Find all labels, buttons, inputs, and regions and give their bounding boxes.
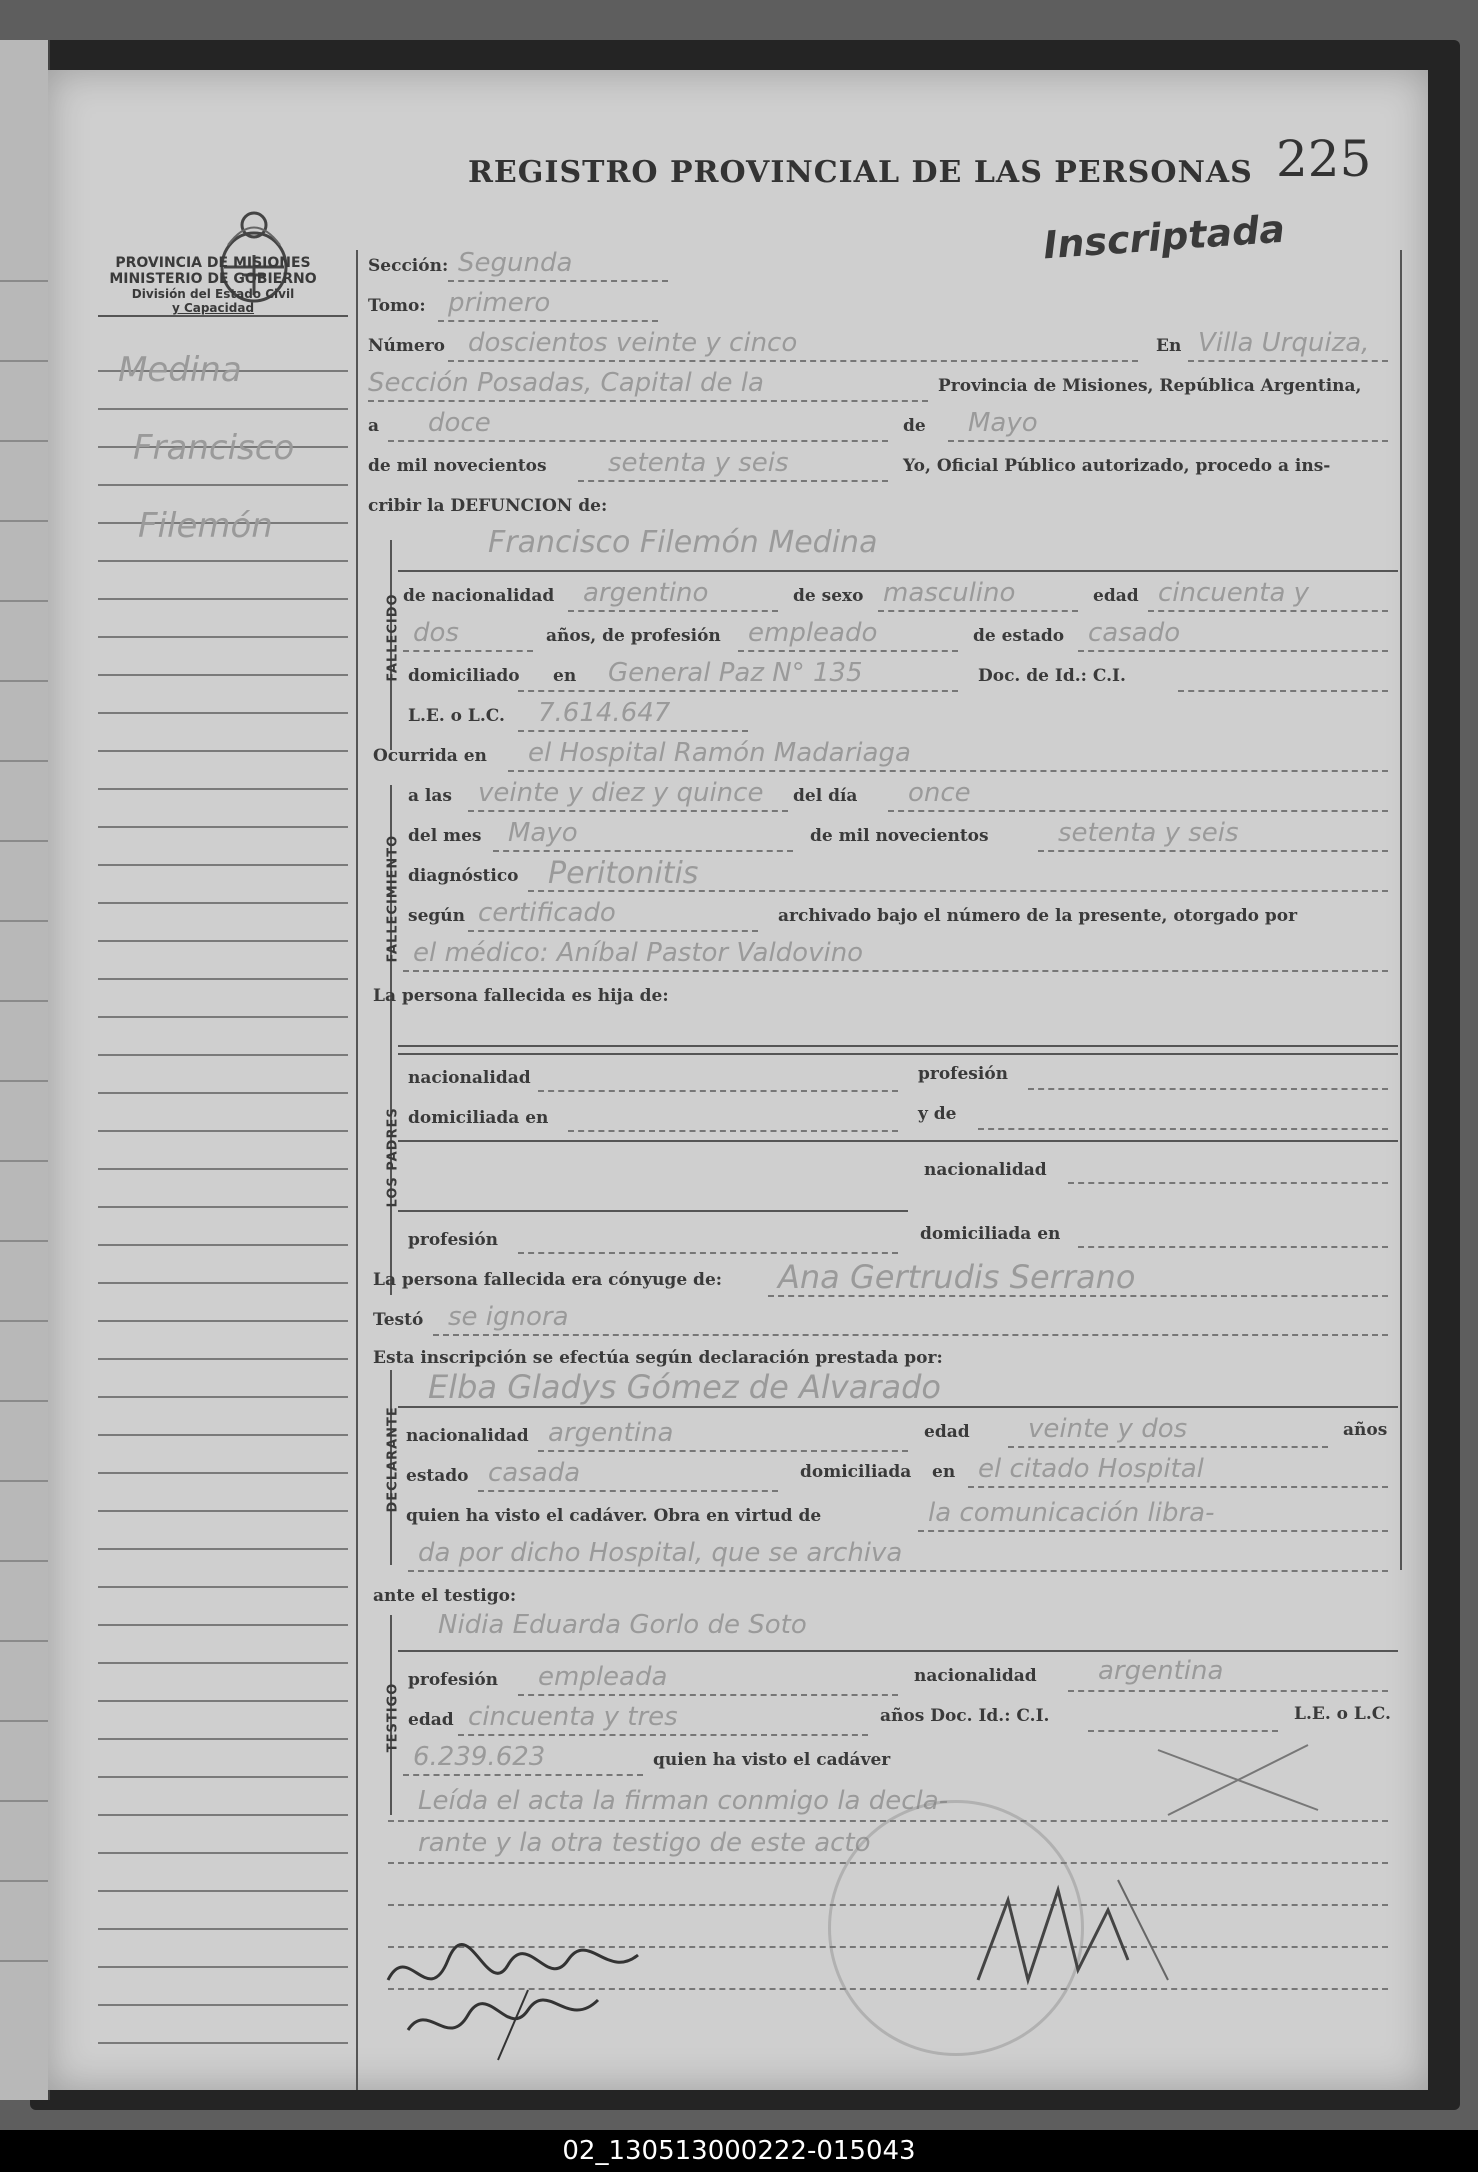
fallecido-edad-value: cincuenta y xyxy=(1158,578,1310,608)
declarante-nacionalidad-label: nacionalidad xyxy=(406,1426,529,1446)
testigo-side-label: TESTIGO xyxy=(385,1682,401,1753)
testigo-le-value: 6.239.623 xyxy=(413,1742,546,1772)
margin-rule xyxy=(98,674,348,676)
provincia-text: Provincia de Misiones, República Argentina, xyxy=(938,376,1362,396)
testigo-name: Nidia Eduarda Gorlo de Soto xyxy=(438,1610,807,1640)
margin-rule xyxy=(98,940,348,942)
fallecido-anios-label: años, de profesión xyxy=(546,626,721,646)
dia-value: doce xyxy=(428,408,491,438)
seccion-label: Sección: xyxy=(368,256,449,276)
place-value: Sección Posadas, Capital de la xyxy=(368,368,764,398)
padres-domiciliada-label: domiciliada en xyxy=(408,1108,549,1128)
right-frame-line xyxy=(1400,250,1402,1570)
image-id-footer: 02_130513000222-015043 xyxy=(0,2130,1478,2172)
margin-rule xyxy=(98,978,348,980)
delmes-value: Mayo xyxy=(508,818,578,848)
testigo-edad-value: cincuenta y tres xyxy=(468,1702,678,1732)
margin-surname: Medina xyxy=(118,350,242,390)
fallecido-le-value: 7.614.647 xyxy=(538,698,671,728)
testo-value: se ignora xyxy=(448,1302,569,1332)
issuer-ministry: MINISTERIO DE GOBIERNO xyxy=(109,271,317,287)
padres-side-label: LOS PADRES xyxy=(385,1107,401,1208)
margin-rule xyxy=(98,1396,348,1398)
margin-rule xyxy=(98,1510,348,1512)
tomo-value: primero xyxy=(448,288,551,318)
margin-rule xyxy=(98,1244,348,1246)
margin-rule xyxy=(98,1130,348,1132)
margin-rule xyxy=(98,750,348,752)
declarante-anios-label: años xyxy=(1343,1420,1388,1440)
declarant-signature xyxy=(378,1920,698,2070)
en-label: En xyxy=(1156,336,1182,356)
testigo-cadaver-text: quien ha visto el cadáver xyxy=(653,1750,891,1770)
testigo-nacionalidad-value: argentina xyxy=(1098,1656,1224,1686)
testigo-profesion-label: profesión xyxy=(408,1670,499,1690)
issuer-province: PROVINCIA DE MISIONES xyxy=(115,255,311,271)
margin-rule xyxy=(98,1928,348,1930)
fallecido-doc-label: Doc. de Id.: C.I. xyxy=(978,666,1126,686)
padres-profesion2-label: profesión xyxy=(408,1230,499,1250)
fallecido-sexo-value: masculino xyxy=(883,578,1016,608)
margin-given-name-1: Francisco xyxy=(133,428,295,468)
margin-rule xyxy=(98,712,348,714)
en-value: Villa Urquiza, xyxy=(1198,328,1370,358)
fallecido-domicilio-value: General Paz N° 135 xyxy=(608,658,863,688)
margin-rule xyxy=(98,484,348,486)
margin-rule xyxy=(98,1054,348,1056)
diagnostico-value: Peritonitis xyxy=(548,856,699,891)
margin-rule xyxy=(98,1434,348,1436)
margin-rule xyxy=(98,2004,348,2006)
margin-rule xyxy=(98,1016,348,1018)
declarante-nacionalidad-value: argentina xyxy=(548,1418,674,1448)
anio-label: de mil novecientos xyxy=(368,456,547,476)
declarante-cadaver-text: quien ha visto el cadáver. Obra en virtud de xyxy=(406,1506,822,1526)
testigo-nacionalidad-label: nacionalidad xyxy=(914,1666,1037,1686)
declarante-side-label: DECLARANTE xyxy=(385,1406,401,1513)
seccion-value: Segunda xyxy=(458,248,573,278)
declarante-domiciliada-label: domiciliada xyxy=(800,1462,912,1482)
officer-signature xyxy=(968,1860,1228,2010)
margin-rule xyxy=(98,1966,348,1968)
fallecido-profesion-value: empleado xyxy=(748,618,878,648)
fallecimiento-side-label: FALLECIMIENTO xyxy=(385,834,401,963)
conyuge-label: La persona fallecida era cónyuge de: xyxy=(373,1270,723,1290)
alas-value: veinte y diez y quince xyxy=(478,778,764,808)
declarante-edad-label: edad xyxy=(924,1422,970,1442)
margin-rule xyxy=(98,788,348,790)
margin-rule xyxy=(98,1548,348,1550)
testigo-ante-text: ante el testigo: xyxy=(373,1586,517,1606)
testigo-le-label: L.E. o L.C. xyxy=(1294,1704,1391,1724)
fallecido-sexo-label: de sexo xyxy=(793,586,864,606)
fallecido-name: Francisco Filemón Medina xyxy=(488,525,878,560)
margin-rule xyxy=(98,1776,348,1778)
page-title: REGISTRO PROVINCIAL DE LAS PERSONAS xyxy=(468,155,1253,190)
margin-divider xyxy=(356,250,358,2090)
margin-rule xyxy=(98,826,348,828)
de-label: de xyxy=(903,416,926,436)
declarante-en-label: en xyxy=(932,1462,956,1482)
margin-rule xyxy=(98,636,348,638)
ocurrida-value: el Hospital Ramón Madariaga xyxy=(528,738,911,768)
declarante-estado-value: casada xyxy=(488,1458,581,1488)
declarante-obra-value-2: da por dicho Hospital, que se archiva xyxy=(418,1538,903,1568)
crossed-mark xyxy=(1148,1730,1328,1830)
hija-text: La persona fallecida es hija de: xyxy=(373,986,669,1006)
closing-line-1: Leída el acta la firman conmigo la decla- xyxy=(418,1786,949,1816)
inscribir-text: cribir la DEFUNCION de: xyxy=(368,496,608,516)
margin-rule xyxy=(98,408,348,410)
declarante-obra-value: la comunicación libra- xyxy=(928,1498,1215,1528)
declarante-domicilio-value: el citado Hospital xyxy=(978,1454,1204,1484)
issuer-capacity: y Capacidad xyxy=(171,301,255,315)
margin-rule xyxy=(98,1206,348,1208)
margin-rule xyxy=(98,1624,348,1626)
fallecido-en-label: en xyxy=(553,666,577,686)
fallecimiento-anio-value: setenta y seis xyxy=(1058,818,1239,848)
anio-value: setenta y seis xyxy=(608,448,789,478)
issuer-block xyxy=(88,255,338,315)
alas-label: a las xyxy=(408,786,452,806)
record-page xyxy=(48,70,1428,2090)
margin-rule xyxy=(98,1586,348,1588)
numero-value: doscientos veinte y cinco xyxy=(468,328,798,358)
issuer-division: División del Estado Civil xyxy=(131,287,295,301)
margin-rule xyxy=(98,598,348,600)
fallecido-nacionalidad-value: argentino xyxy=(583,578,709,608)
padres-nacionalidad2-label: nacionalidad xyxy=(924,1160,1047,1180)
deldia-value: once xyxy=(908,778,971,808)
margin-rule xyxy=(98,560,348,562)
delmes-label: del mes xyxy=(408,826,482,846)
padres-nacionalidad-label: nacionalidad xyxy=(408,1068,531,1088)
margin-rule xyxy=(98,1662,348,1664)
margin-rule xyxy=(98,1814,348,1816)
tomo-label: Tomo: xyxy=(368,296,426,316)
declarante-estado-label: estado xyxy=(406,1466,469,1486)
segun-value: certificado xyxy=(478,898,616,928)
declaracion-text: Esta inscripción se efectúa según declaración prestada por: xyxy=(373,1348,943,1368)
margin-rule xyxy=(98,1168,348,1170)
margin-rule xyxy=(98,1092,348,1094)
margin-rule xyxy=(98,1358,348,1360)
numero-label: Número xyxy=(368,336,445,356)
adjacent-page-edge xyxy=(0,40,50,2100)
testigo-edad-label: edad xyxy=(408,1710,454,1730)
fallecido-side-label: FALLECIDO xyxy=(385,593,401,682)
margin-rule xyxy=(98,1282,348,1284)
fallecido-nacionalidad-label: de nacionalidad xyxy=(403,586,555,606)
padres-domiciliada2-label: domiciliada en xyxy=(920,1224,1061,1244)
fallecido-edad-label: edad xyxy=(1093,586,1139,606)
margin-rule xyxy=(98,1852,348,1854)
margin-rule xyxy=(98,864,348,866)
deldia-label: del día xyxy=(793,786,858,806)
fallecimiento-anio-label: de mil novecientos xyxy=(810,826,989,846)
testigo-profesion-value: empleada xyxy=(538,1662,668,1692)
margin-rule xyxy=(98,902,348,904)
closing-line-2: rante y la otra testigo de este acto xyxy=(418,1828,871,1858)
fallecido-domicilio-label: domiciliado xyxy=(408,666,520,686)
folio-number: 225 xyxy=(1276,130,1372,188)
fallecido-estado-label: de estado xyxy=(973,626,1065,646)
margin-rule xyxy=(98,2042,348,2044)
ocurrida-label: Ocurrida en xyxy=(373,746,487,766)
margin-rule xyxy=(98,1700,348,1702)
declarante-edad-value: veinte y dos xyxy=(1028,1414,1188,1444)
margin-rule xyxy=(98,1320,348,1322)
conyuge-value: Ana Gertrudis Serrano xyxy=(778,1258,1136,1296)
segun-label: según xyxy=(408,906,465,926)
testigo-doc-label: años Doc. Id.: C.I. xyxy=(880,1706,1050,1726)
medico-value: el médico: Aníbal Pastor Valdovino xyxy=(413,938,864,968)
declarante-name: Elba Gladys Gómez de Alvarado xyxy=(428,1368,941,1406)
diagnostico-label: diagnóstico xyxy=(408,866,519,886)
fallecido-estado-value: casado xyxy=(1088,618,1181,648)
testo-label: Testó xyxy=(373,1310,424,1330)
oficial-text: Yo, Oficial Público autorizado, procedo a ins- xyxy=(903,456,1331,476)
a-label: a xyxy=(368,416,380,436)
padres-yde-label: y de xyxy=(918,1104,957,1124)
mes-value: Mayo xyxy=(968,408,1038,438)
fallecido-edad-value-2: dos xyxy=(413,618,459,648)
fallecido-le-label: L.E. o L.C. xyxy=(408,706,505,726)
margin-given-name-2: Filemón xyxy=(138,506,273,546)
padres-profesion-label: profesión xyxy=(918,1064,1009,1084)
inscription-annotation: Inscriptada xyxy=(1041,206,1287,268)
archivado-text: archivado bajo el número de la presente, otorgado por xyxy=(778,906,1298,926)
margin-rule xyxy=(98,1472,348,1474)
margin-rule xyxy=(98,1890,348,1892)
margin-rule xyxy=(98,1738,348,1740)
